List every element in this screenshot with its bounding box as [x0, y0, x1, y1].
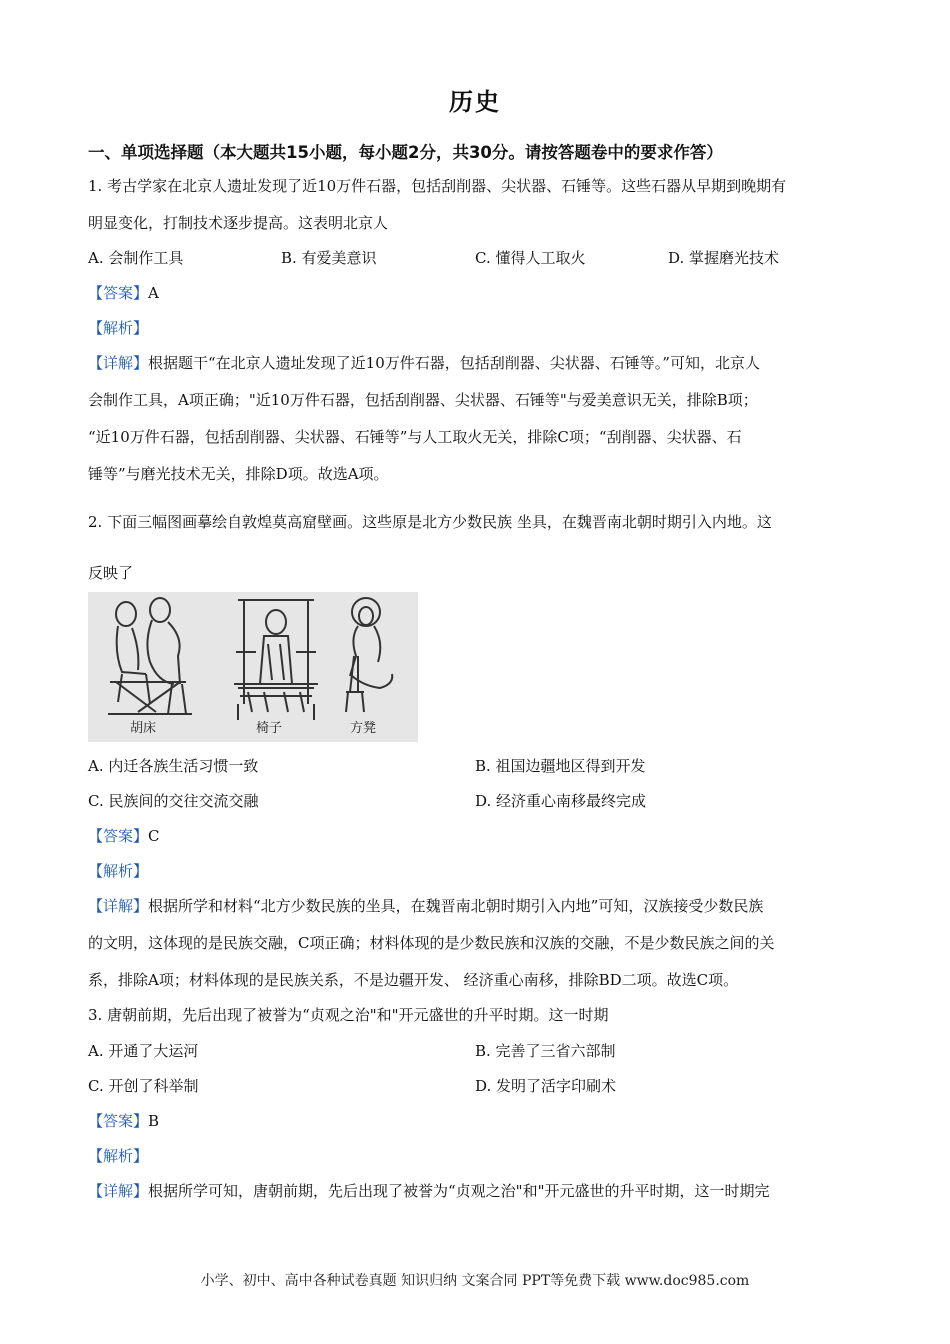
answer-label: 【答案】: [88, 1112, 149, 1130]
answer-label: 【答案】: [88, 827, 149, 845]
q3-answer: [88, 1110, 868, 1132]
q2-answer-value: C: [148, 827, 160, 845]
q3-analysis: [88, 1145, 868, 1167]
q2-stem-line-1: 2. 下面三幅图画摹绘自敦煌莫高窟壁画。这些原是北方少数民族 坐具，在魏晋南北朝时期引入内地。这: [88, 513, 772, 531]
q1-option-a: A. 会制作工具: [88, 249, 184, 267]
q1-detail-line-2: 会制作工具，A项正确；"近10万件石器，包括刮削器、尖状器、石锤等"与爱美意识无关，排除B项；: [88, 391, 758, 409]
analysis-label: 【解析】: [88, 319, 149, 337]
analysis-label: 【解析】: [88, 1147, 149, 1165]
figure-label-hu-chuang: 胡床: [130, 721, 157, 736]
page-title: 历史: [449, 88, 501, 116]
furniture-drawings: [88, 592, 418, 742]
q1-stem-line-1: 1. 考古学家在北京人遗址发现了近10万件石器，包括刮削器、尖状器、石锤等。这些石器从早期到晚期有: [88, 177, 787, 195]
detail-label: 【详解】: [88, 897, 149, 915]
analysis-label: 【解析】: [88, 862, 149, 880]
q2-analysis: [88, 860, 868, 882]
q3-answer-value: B: [148, 1112, 160, 1130]
q1-answer-value: A: [148, 284, 159, 302]
figure-label-chair: 椅子: [256, 721, 283, 736]
q1-detail-line-4: 锤等”与磨光技术无关，排除D项。故选A项。: [88, 465, 389, 483]
page-footer: 小学、初中、高中各种试卷真题 知识归纳 文案合同 PPT等免费下载 www.doc985.com: [200, 1273, 750, 1289]
q1-detail-line-3: “近10万件石器，包括刮削器、尖状器、石锤等”与人工取火无关，排除C项；“刮削器、尖状器、石: [88, 428, 742, 446]
figure-label-square-stool: 方凳: [350, 721, 377, 736]
q3-option-d: D. 发明了活字印刷术: [475, 1077, 617, 1095]
detail-label: 【详解】: [88, 1182, 149, 1200]
q2-detail-line-1: [88, 895, 868, 917]
q1-stem-line-2: 明显变化，打制技术逐步提高。这表明北京人: [88, 214, 389, 232]
q2-option-c: C. 民族间的交往交流交融: [88, 792, 259, 810]
q3-option-a: A. 开通了大运河: [88, 1042, 199, 1060]
q2-stem-line-2: 反映了: [88, 564, 134, 582]
q2-detail-line-2: 的文明，这体现的是民族交融，C项正确；材料体现的是少数民族和汉族的交融，不是少数民族之间的关: [88, 934, 775, 952]
q2-answer: [88, 825, 868, 847]
q1-detail-text-1: 根据题干“在北京人遗址发现了近10万件石器，包括刮削器、尖状器、石锤等。”可知，北京人: [148, 354, 760, 372]
q1-detail-line-1: [88, 352, 868, 374]
q1-option-b: B. 有爱美意识: [281, 249, 377, 267]
q3-detail-line-1: [88, 1180, 868, 1202]
q1-option-d: D. 掌握磨光技术: [668, 249, 780, 267]
q3-option-b: B. 完善了三省六部制: [475, 1042, 616, 1060]
answer-label: 【答案】: [88, 284, 149, 302]
q2-option-a: A. 内迁各族生活习惯一致: [88, 757, 259, 775]
q2-detail-line-3: 系，排除A项；材料体现的是民族关系，不是边疆开发、 经济重心南移，排除BD二项。故选C项。: [88, 971, 739, 989]
section-heading: 一、单项选择题（本大题共15小题，每小题2分，共30分。请按答题卷中的要求作答）: [88, 143, 723, 162]
mural-illustration: [88, 592, 418, 742]
q2-detail-text-1: 根据所学和材料“北方少数民族的坐具，在魏晋南北朝时期引入内地”可知，汉族接受少数民族: [148, 897, 764, 915]
q2-option-d: D. 经济重心南移最终完成: [475, 792, 647, 810]
q1-answer: [88, 282, 868, 304]
q1-analysis: [88, 317, 868, 339]
q2-option-b: B. 祖国边疆地区得到开发: [475, 757, 646, 775]
q1-option-c: C. 懂得人工取火: [475, 249, 586, 267]
q3-option-c: C. 开创了科举制: [88, 1077, 199, 1095]
detail-label: 【详解】: [88, 354, 149, 372]
q3-detail-text-1: 根据所学可知，唐朝前期，先后出现了被誉为“贞观之治"和"开元盛世的升平时期，这一时期完: [148, 1182, 770, 1200]
q3-stem-line-1: 3. 唐朝前期，先后出现了被誉为“贞观之治"和"开元盛世的升平时期。这一时期: [88, 1006, 609, 1024]
